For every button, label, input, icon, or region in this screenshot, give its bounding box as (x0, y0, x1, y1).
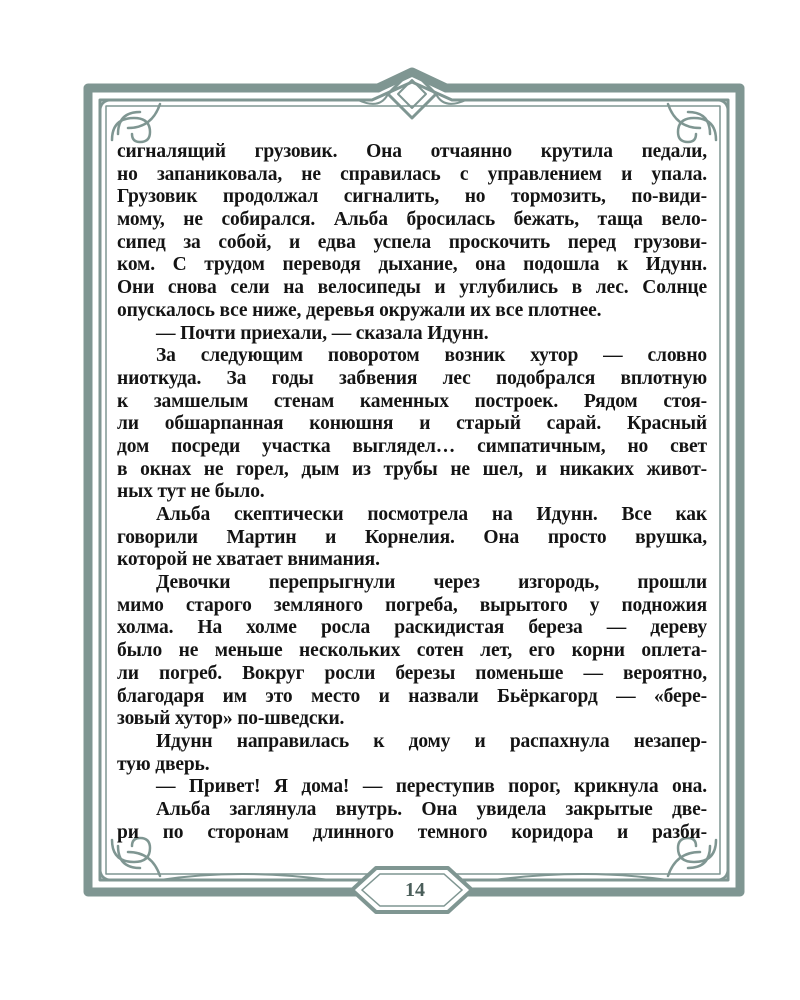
page-number: 14 (405, 879, 425, 901)
text-line: За следующим поворотом возник хутор — словно (156, 345, 707, 367)
text-line: дом посреди участка выглядел… симпатичным, но свет (117, 435, 707, 457)
text-line: тую дверь. (117, 753, 210, 775)
text-line: сигналящий грузовик. Она отчаянно крутила педали, (117, 141, 707, 162)
text-line: сипед за собой, и едва успела проскочить перед грузови- (117, 231, 707, 253)
text-line: говорили Мартин и Корнелия. Она просто врушка, (117, 526, 707, 548)
text-line: Альба скептически посмотрела на Идунн. Все как (156, 504, 707, 525)
text-line: зовый хутор» по-шведски. (117, 708, 345, 730)
text-line: опускалось все ниже, деревья окружали их все плотнее. (117, 299, 602, 321)
text-line: ли обшарпанная конюшня и старый сарай. Красный (117, 413, 707, 435)
text-line: в окнах не горел, дым из трубы не шел, и никаких живот- (117, 458, 707, 480)
text-line: Они снова сели на велосипеды и углубились в лес. Солнце (117, 277, 707, 299)
text-line: ли погреб. Вокруг росли березы поменьше — вероятно, (117, 662, 707, 684)
text-line: мому, не собирался. Альба бросилась бежать, таща вело- (117, 209, 707, 231)
text-line: Идунн направилась к дому и распахнула незапер- (156, 730, 707, 752)
text-line: но запаниковала, не справилась с управлением и упала. (117, 163, 707, 185)
text-line: Грузовик продолжал сигналить, но тормозить, по-види- (117, 186, 707, 208)
text-line: к замшелым стенам каменных построек. Рядом стоя- (117, 390, 707, 412)
text-line: которой не хватает внимания. (117, 549, 380, 571)
text-line: холма. На холме росла раскидистая береза — дереву (117, 617, 707, 639)
text-line: благодаря им это место и назвали Бьёркагорд — «бере- (117, 685, 707, 707)
text-line: ниоткуда. За годы забвения лес подобрался вплотную (117, 367, 707, 389)
text-line: Альба заглянула внутрь. Она увидела закрытые две- (156, 798, 707, 820)
text-line: ри по сторонам длинного темного коридора и разби- (117, 821, 707, 843)
text-line: — Привет! Я дома! — переступив порог, крикнула она. (156, 776, 707, 798)
text-line: было не меньше нескольких сотен лет, его корни оплета- (117, 640, 707, 662)
text-line: мимо старого земляного погреба, вырытого у подножия (117, 594, 707, 616)
text-line: ком. С трудом переводя дыхание, она подошла к Идунн. (117, 254, 707, 276)
text-line: Девочки перепрыгнули через изгородь, прошли (156, 572, 707, 594)
text-line: — Почти приехали, — сказала Идунн. (156, 322, 489, 344)
body-text (117, 141, 707, 844)
text-line: ных тут не было. (117, 481, 265, 503)
